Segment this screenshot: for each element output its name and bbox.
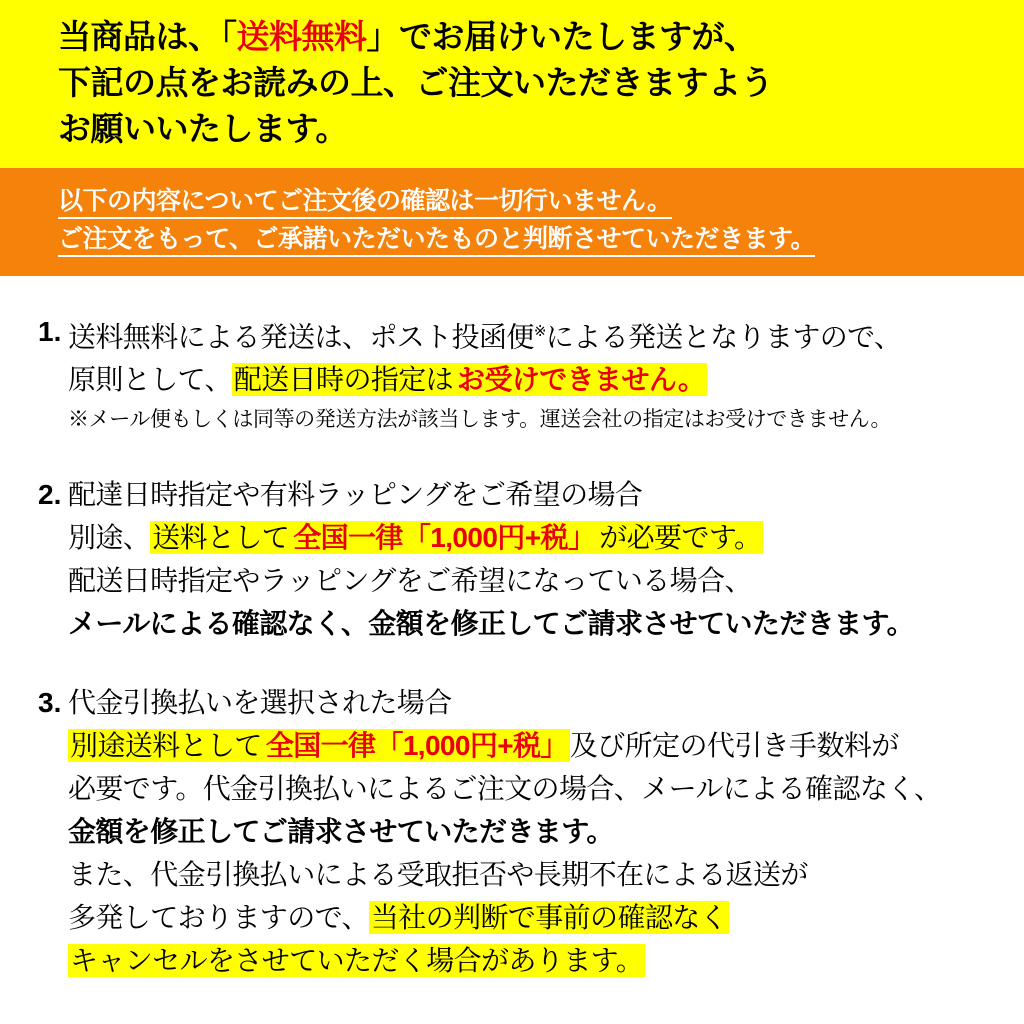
item2-line-3: 配送日時指定やラッピングをご希望になっている場合、 [68, 565, 752, 597]
notice-line2-text: ご注文をもって、ご承諾いただいたものと判断させていただきます。 [58, 225, 815, 257]
item3-line-7 [68, 939, 1024, 982]
item3-line6-a: 多発しておりますので、 [68, 902, 369, 934]
item3-line3-b: メールによる確認なく、 [641, 773, 942, 805]
list-item-2 [0, 473, 1024, 645]
notice-band [0, 168, 1024, 276]
item1-line2-a: 原則として、 [68, 364, 232, 396]
list-item-1-body [68, 310, 1024, 437]
header-line-3: お願いいたします。 [58, 110, 348, 147]
item3-line-3 [68, 767, 1024, 810]
item3-line3-a: 必要です。代金引換払いによるご注文の場合、 [68, 773, 642, 805]
item1-line-1 [68, 310, 1024, 358]
spacer-1 [0, 447, 1024, 473]
notice-line-2 [0, 220, 1024, 258]
item2-line-4: メールによる確認なく、金額を修正してご請求させていただきます。 [68, 608, 915, 640]
list-item-3-number: 3. [38, 687, 62, 719]
header-line-1 [0, 14, 1024, 60]
item3-highlight-lead: 別途送料として [70, 730, 262, 762]
item1-asterisk-mark: ※ [533, 323, 546, 340]
item1-highlight-red: お受けできません。 [457, 364, 706, 396]
item1-line1-a: 送料無料による発送は、ポスト投函便 [68, 321, 534, 353]
item1-footnote: ※メール便もしくは同等の発送方法が該当します。運送会社の指定はお受けできません。 [68, 408, 892, 432]
item1-line-2 [68, 358, 1024, 401]
spacer-2 [0, 655, 1024, 681]
item1-highlight: 配送日時の指定は [233, 364, 454, 396]
item2-price-highlight: 全国一律「1,000円+税」 [293, 522, 596, 554]
item1-line1-b: による発送となりますので、 [545, 321, 902, 353]
item3-line-4: 金額を修正してご請求させていただきます。 [68, 816, 614, 848]
item3-cancel-highlight-2: キャンセルをさせていただく場合があります。 [70, 945, 644, 977]
header-line-2: 下記の点をお読みの上、ご注文いただきますよう [58, 64, 773, 101]
item3-line2-tail: 及び所定の代引き手数料が [569, 730, 899, 762]
item2-line-1: 配達日時指定や有料ラッピングをご希望の場合 [68, 479, 643, 511]
notice-line1-text: 以下の内容についてご注文後の確認は一切行いません。 [58, 187, 672, 219]
header-line1-part1: 当商品は、「 [58, 18, 237, 55]
header-free-shipping-highlight: 送料無料 [236, 18, 367, 55]
item3-price-highlight: 全国一律「1,000円+税」 [265, 730, 568, 762]
notice-list [0, 276, 1024, 982]
list-item-2-number: 2. [38, 479, 62, 511]
item3-line-6 [68, 896, 1024, 939]
list-item-3-body [68, 681, 1024, 982]
notice-line-1 [0, 182, 1024, 220]
header-line1-part2: 」でお届けいたしますが、 [366, 18, 757, 55]
header-banner [0, 0, 1024, 168]
list-item-2-body [68, 473, 1024, 645]
item2-highlight-tail: が必要です。 [599, 522, 762, 554]
item2-line2-a: 別途、 [68, 522, 151, 554]
list-item-1-number: 1. [38, 316, 62, 347]
list-item-1 [0, 310, 1024, 437]
item2-highlight-lead: 送料として [152, 522, 290, 554]
item3-line-2 [68, 724, 1024, 767]
item3-cancel-highlight-1: 当社の判断で事前の確認なく [370, 902, 728, 934]
item3-line-5: また、代金引換払いによる受取拒否や長期不在による返送が [68, 859, 808, 891]
item2-line-2 [68, 516, 1024, 559]
list-item-3 [0, 681, 1024, 982]
item3-line-1: 代金引換払いを選択された場合 [68, 687, 452, 719]
